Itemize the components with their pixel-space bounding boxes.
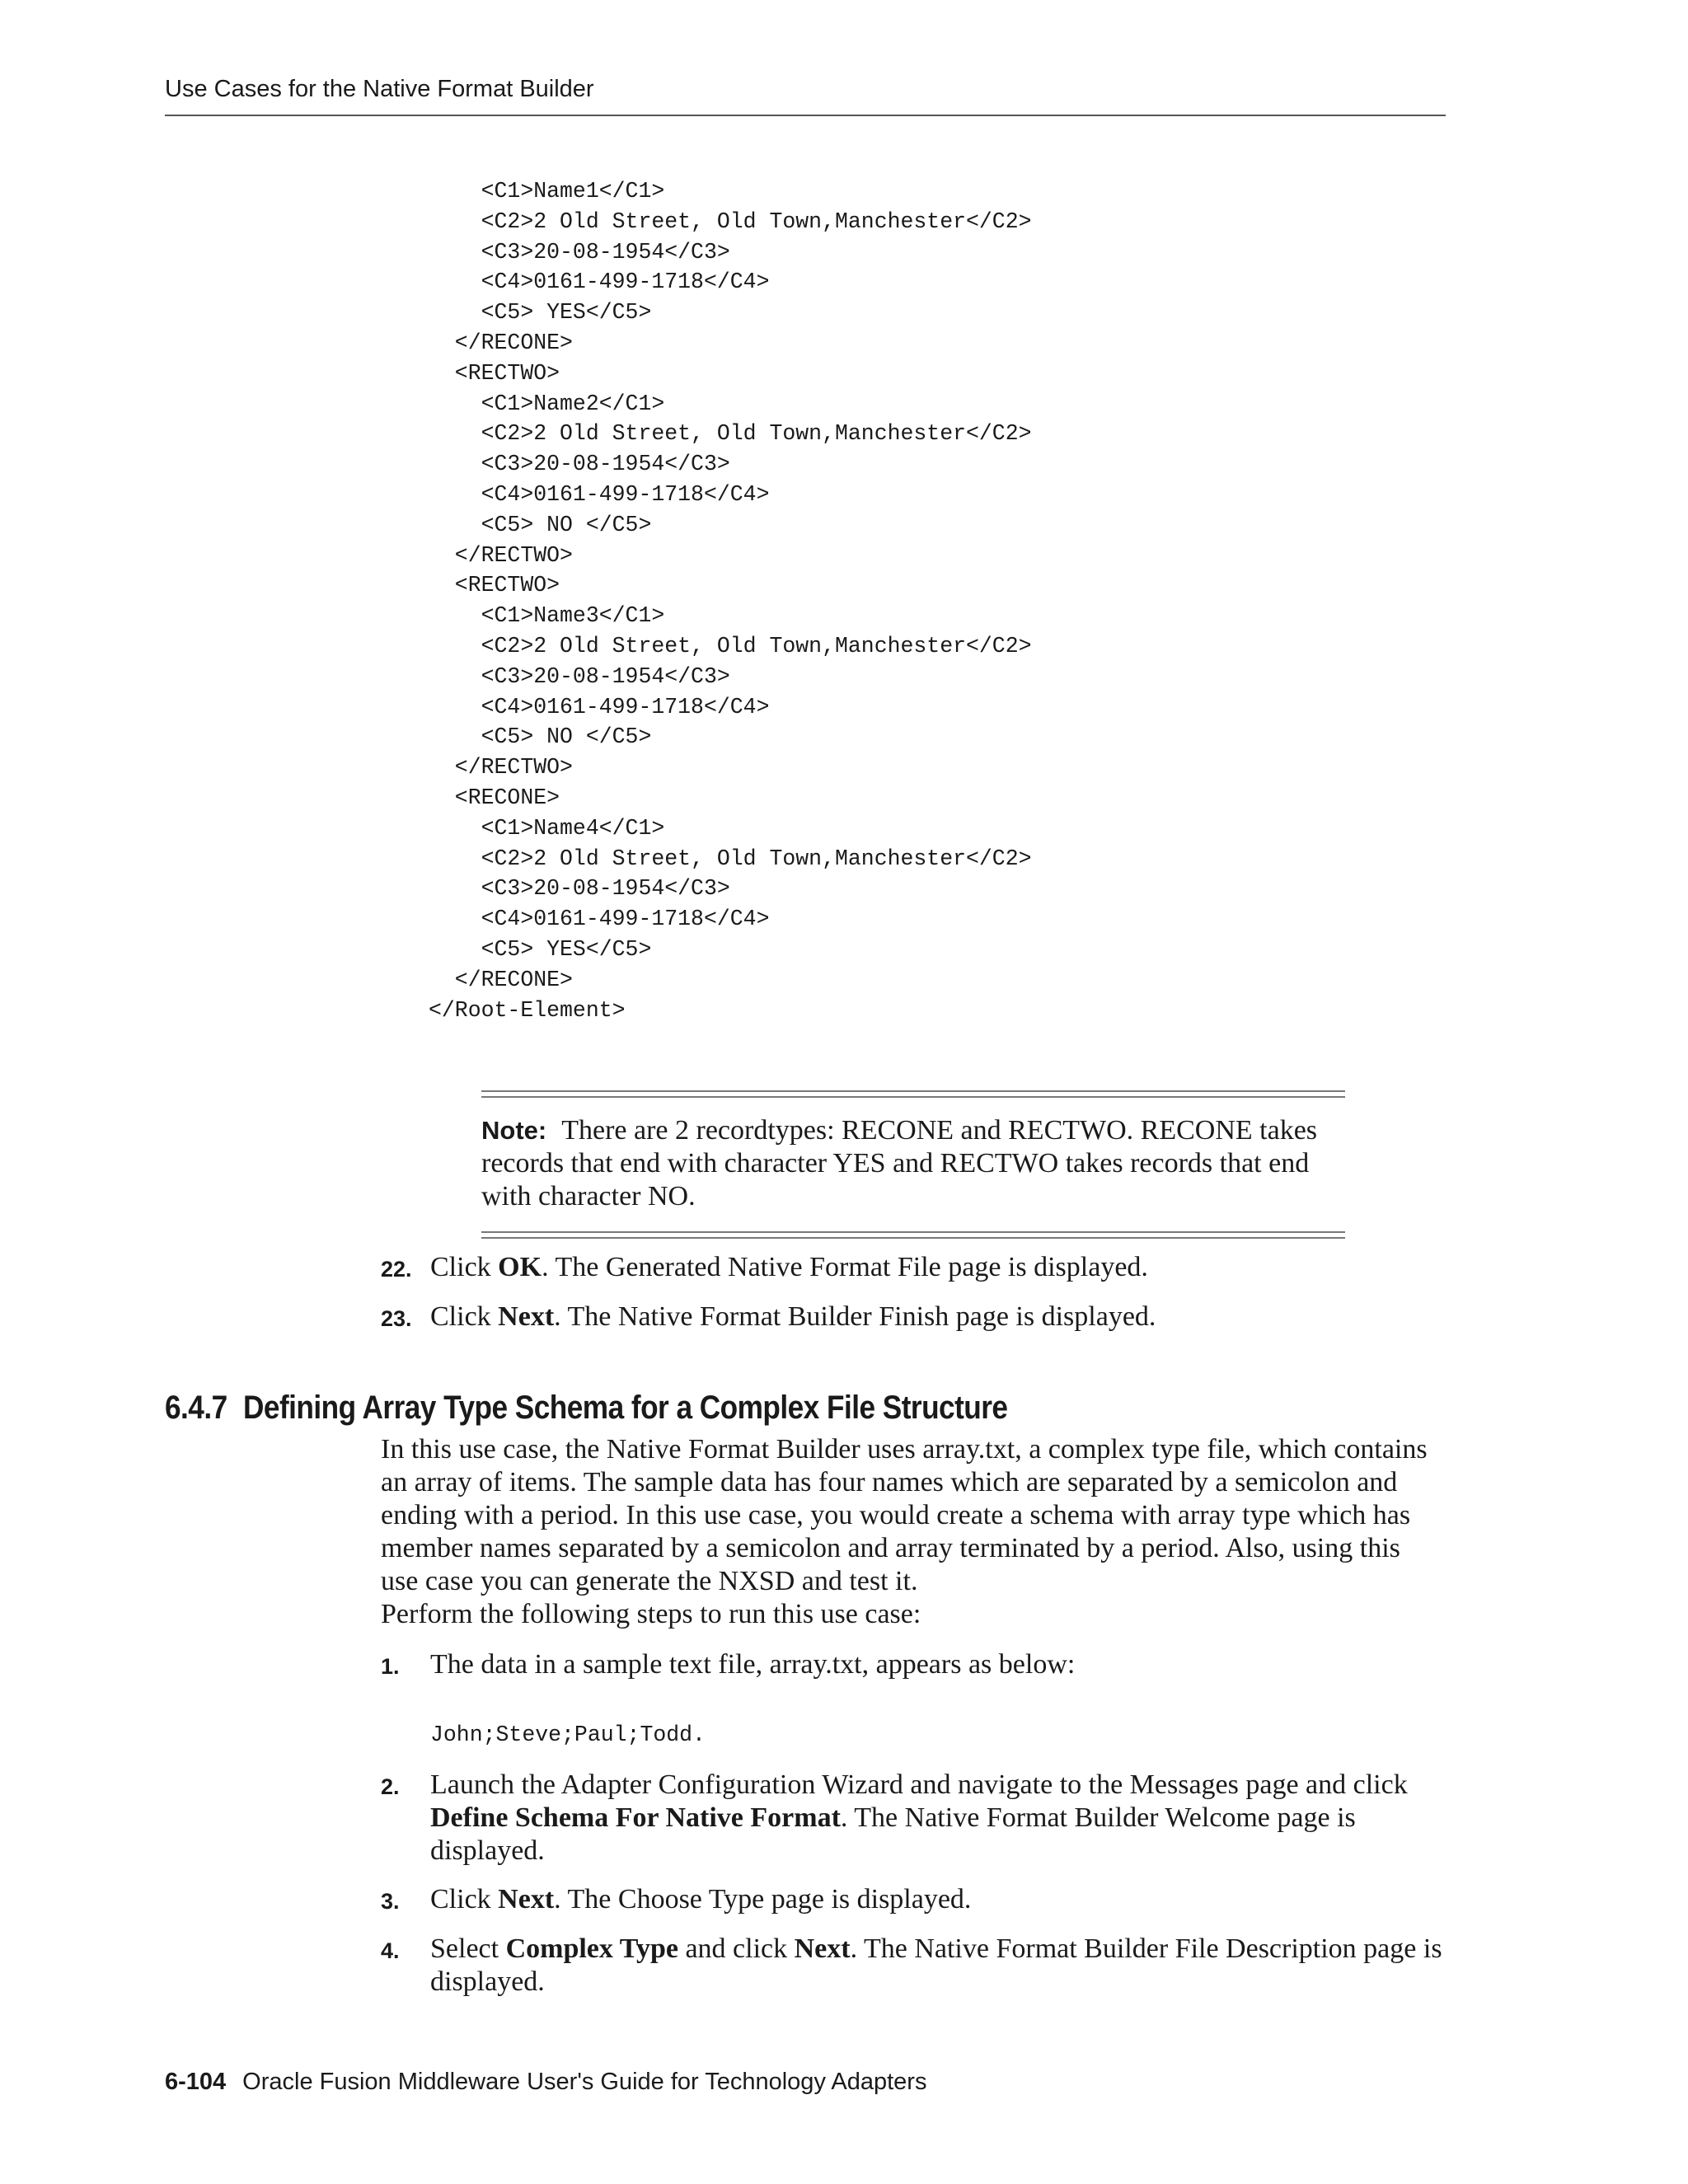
step-number: 1. (381, 1654, 400, 1679)
code-line: <C3>20-08-1954</C3> (429, 876, 730, 902)
running-header: Use Cases for the Native Format Builder (165, 76, 594, 102)
code-line: <C4>0161-499-1718</C4> (429, 269, 770, 295)
code-line: <C3>20-08-1954</C3> (429, 663, 730, 689)
note-bottom-rule (481, 1231, 1345, 1239)
step-text (430, 1883, 1444, 1916)
step-3 (381, 1883, 1444, 1916)
step-text: The data in a sample text file, array.txt, appears as below: (430, 1649, 1076, 1680)
step-1 (381, 1648, 1444, 1681)
code-line: </RECONE> (429, 967, 573, 992)
step-text-part: Select (430, 1933, 506, 1964)
code-line: <C1>Name4</C1> (429, 815, 665, 841)
note-box (481, 1090, 1345, 1239)
code-line: <C4>0161-499-1718</C4> (429, 907, 770, 932)
code-line: <C4>0161-499-1718</C4> (429, 694, 770, 719)
step-text (430, 1769, 1444, 1868)
code-line: <C1>Name2</C1> (429, 391, 665, 416)
code-line: </RECTWO> (429, 755, 573, 780)
step-2 (381, 1769, 1444, 1868)
code-line: <C1>Name3</C1> (429, 603, 665, 629)
code-line: <C5> NO </C5> (429, 512, 652, 537)
step-text-part: . The Native Format Builder Finish page is displayed. (554, 1301, 1156, 1332)
code-line: <C2>2 Old Street, Old Town,Manchester</C2> (429, 209, 1032, 234)
ui-label-ok: OK (498, 1252, 542, 1282)
step-22 (381, 1251, 1444, 1284)
code-line: </RECONE> (429, 330, 573, 355)
step-text-part: . The Choose Type page is displayed. (554, 1884, 972, 1915)
step-4 (381, 1933, 1444, 1999)
page-footer (165, 2069, 926, 2096)
sample-data-code: John;Steve;Paul;Todd. (430, 1722, 706, 1747)
section-number: 6.4.7 (165, 1390, 227, 1426)
note-body (481, 1098, 1345, 1231)
code-line: <C2>2 Old Street, Old Town,Manchester</C2> (429, 421, 1032, 447)
code-line: <RECTWO> (429, 573, 560, 598)
code-line: </RECTWO> (429, 542, 573, 568)
note-label: Note: (481, 1116, 547, 1145)
step-text-part: and click (678, 1933, 795, 1964)
step-text (430, 1933, 1444, 1999)
step-text-part: Launch the Adapter Configuration Wizard and navigate to the Messages page and click (430, 1769, 1408, 1800)
step-number: 4. (381, 1938, 400, 1963)
code-line: <C3>20-08-1954</C3> (429, 239, 730, 265)
step-text-part: Click (430, 1884, 499, 1915)
step-number: 2. (381, 1774, 400, 1799)
step-number: 3. (381, 1889, 400, 1914)
ui-label-define-schema: Define Schema For Native Format (430, 1802, 841, 1833)
code-line: </Root-Element> (429, 997, 626, 1023)
ui-label-next: Next (498, 1301, 555, 1332)
step-text-part: Click (430, 1252, 499, 1282)
code-line: <RECONE> (429, 785, 560, 810)
step-text (430, 1301, 1444, 1333)
code-line: <C2>2 Old Street, Old Town,Manchester</C2> (429, 846, 1032, 871)
code-line: <C5> NO </C5> (429, 724, 652, 750)
perform-steps-paragraph: Perform the following steps to run this use case: (381, 1599, 921, 1629)
code-line: <C1>Name1</C1> (429, 179, 665, 204)
header-rule (165, 115, 1446, 116)
step-text-part: Click (430, 1301, 499, 1332)
code-line: <RECTWO> (429, 360, 560, 386)
step-23 (381, 1301, 1444, 1333)
section-intro-paragraph: In this use case, the Native Format Builder uses array.txt, a complex type file, which contains an array of items. The sample data has four names which are separated by a semicolon and ending with a period. In this use case, you would create a schema with array type which has member names separated by a semicolon and array terminated by a period. Also, using this use case you can generate the NXSD and test it. (381, 1434, 1428, 1596)
step-text-part: . The Native Format Builder File Description page is displayed. (430, 1933, 1442, 1997)
section-title: Defining Array Type Schema for a Complex File Structure (243, 1390, 1008, 1426)
page-number: 6-104 (165, 2069, 227, 2095)
code-line: <C4>0161-499-1718</C4> (429, 481, 770, 507)
note-text: There are 2 recordtypes: RECONE and RECTWO. RECONE takes records that end with character YES and RECTWO takes records that end with character NO. (481, 1115, 1318, 1212)
step-text-part: . The Native Format Builder Welcome page is displayed. (430, 1802, 1356, 1866)
code-line: <C5> YES</C5> (429, 300, 652, 326)
code-line: <C5> YES</C5> (429, 936, 652, 962)
xml-code-listing (429, 176, 1032, 1025)
step-number: 22. (381, 1257, 412, 1282)
code-line: <C3>20-08-1954</C3> (429, 452, 730, 477)
ui-label-next: Next (498, 1884, 555, 1915)
code-line: <C2>2 Old Street, Old Town,Manchester</C2> (429, 633, 1032, 658)
book-title: Oracle Fusion Middleware User's Guide for Technology Adapters (242, 2069, 927, 2095)
step-text-part: . The Generated Native Format File page is displayed. (542, 1252, 1148, 1282)
ui-label-complex-type: Complex Type (505, 1933, 678, 1964)
note-top-rule (481, 1090, 1345, 1098)
step-number: 23. (381, 1306, 412, 1331)
step-text (430, 1251, 1444, 1284)
ui-label-next: Next (794, 1933, 851, 1964)
section-heading (165, 1390, 1007, 1427)
